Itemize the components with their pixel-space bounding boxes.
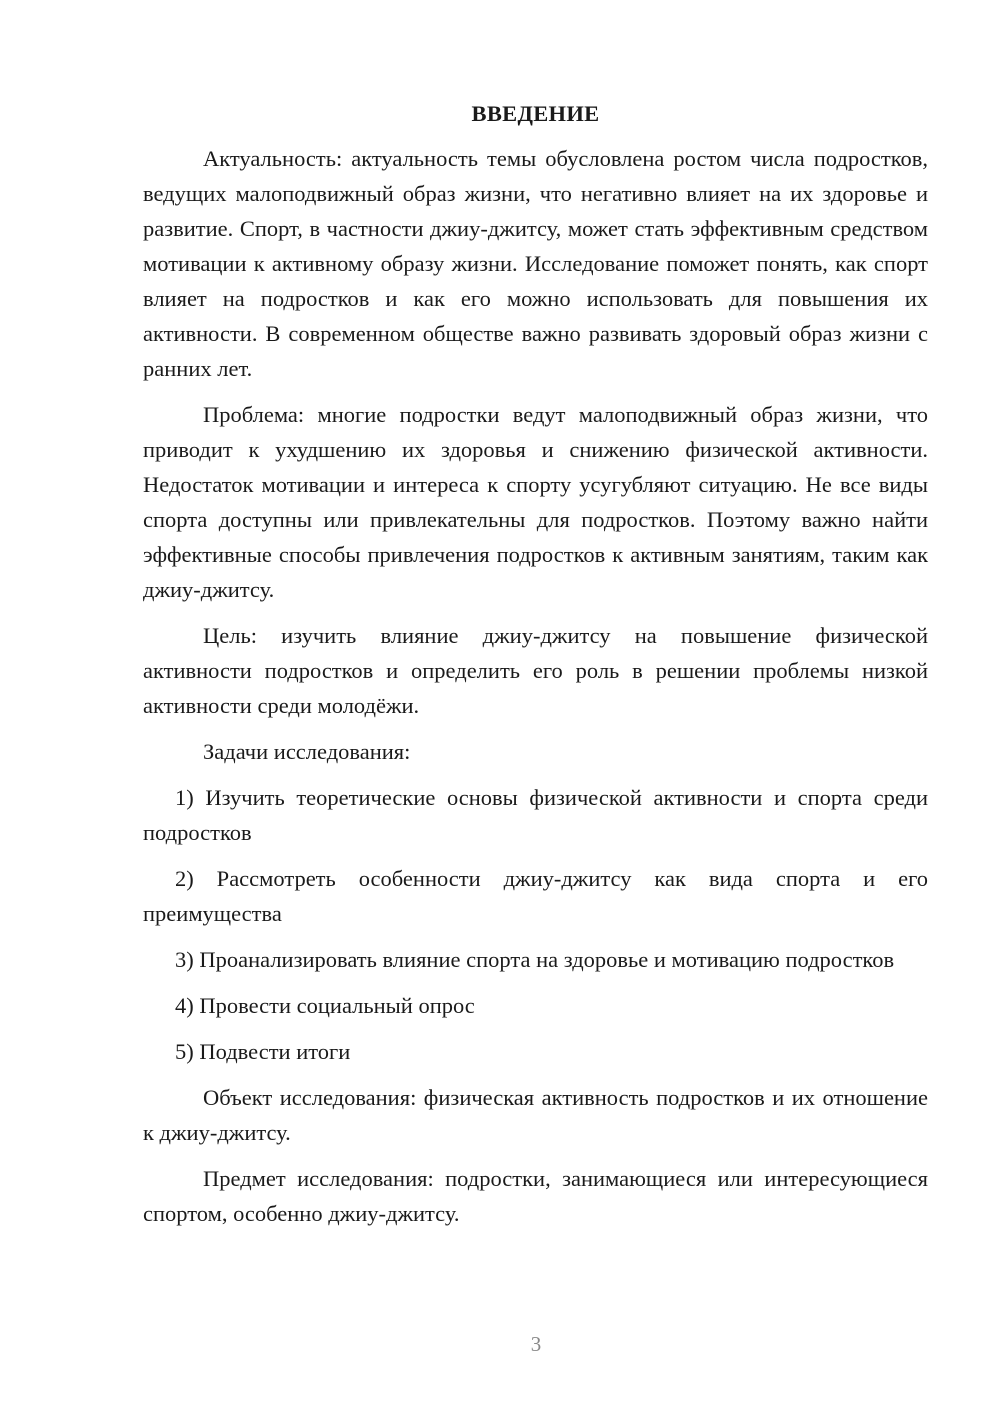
object-paragraph: Объект исследования: физическая активность подростков и их отношение к джиу-джитсу. <box>143 1085 928 1145</box>
task-item-4: 4) Провести социальный опрос <box>175 993 475 1018</box>
page-content <box>143 96 928 1242</box>
task-item-1: 1) Изучить теоретические основы физической активности и спорта среди подростков <box>143 785 928 845</box>
subject-paragraph: Предмет исследования: подростки, занимающиеся или интересующиеся спортом, особенно джиу-джитсу. <box>143 1166 928 1226</box>
task-item-5: 5) Подвести итоги <box>175 1039 351 1064</box>
problem-paragraph: Проблема: многие подростки ведут малоподвижный образ жизни, что приводит к ухудшению их здоровья и снижению физической активности. Недостаток мотивации и интереса к спорту усугубляют ситуацию. Не все виды спорта доступны или привлекательны для подростков. Поэтому важно найти эффективные способы привлечения подростков к активным занятиям, таким как джиу-джитсу. <box>143 402 928 602</box>
tasks-list <box>143 780 928 1069</box>
tasks-heading: Задачи исследования: <box>203 739 411 764</box>
page-number: 3 <box>530 1332 542 1356</box>
goal-paragraph: Цель: изучить влияние джиу-джитсу на повышение физической активности подростков и определить его роль в решении проблемы низкой активности среди молодёжи. <box>143 623 928 718</box>
task-item-3: 3) Проанализировать влияние спорта на здоровье и мотивацию подростков <box>175 947 895 972</box>
task-item-2: 2) Рассмотреть особенности джиу-джитсу как вида спорта и его преимущества <box>143 866 928 926</box>
section-heading: ВВЕДЕНИЕ <box>471 101 600 126</box>
relevance-paragraph: Актуальность: актуальность темы обусловлена ростом числа подростков, ведущих малоподвижный образ жизни, что негативно влияет на их здоровье и развитие. Спорт, в частности джиу-джитсу, может стать эффективным средством мотивации к активному образу жизни. Исследование поможет понять, как спорт влияет на подростков и как его можно использовать для повышения их активности. В современном обществе важно развивать здоровый образ жизни с ранних лет. <box>143 146 928 381</box>
